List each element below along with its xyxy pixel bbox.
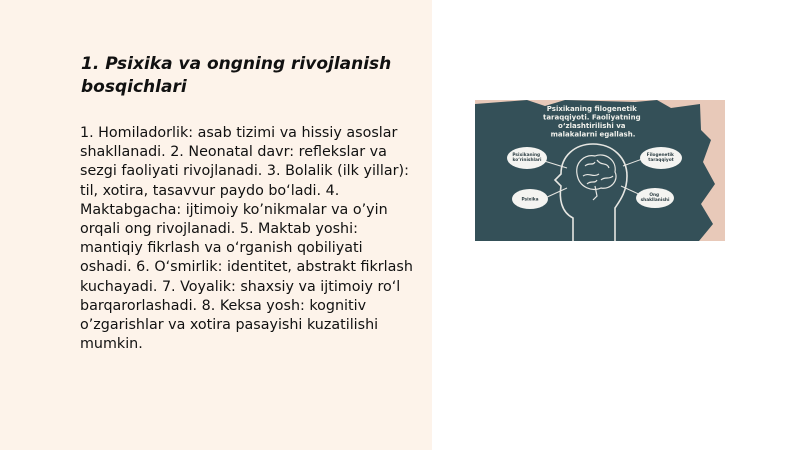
bubble-label: taraqqiyot	[648, 158, 674, 163]
bubble-right-top	[640, 147, 682, 169]
svg-text:Filogenetik taraqqiyot	[647, 152, 676, 163]
bubble-label: Filogenetik	[646, 153, 674, 158]
image-heading-line: o‘zlashtirilishi va	[558, 122, 626, 130]
brain-diagram-image	[475, 100, 725, 241]
slide-title: 1. Psixika va ongning rivojlanish bosqichlari	[81, 54, 392, 97]
bubble-left-bottom	[512, 189, 548, 209]
image-heading-line: taraqqiyoti. Faoliyatning	[542, 113, 641, 122]
image-heading-line: malakalarni egallash.	[550, 130, 636, 139]
bubble-label: shakllanishi	[640, 198, 670, 203]
bubble-label: Psixikaning	[512, 153, 541, 158]
bubble-label: Ong	[649, 193, 660, 198]
bubble-right-bottom	[636, 188, 674, 208]
bubble-left-top	[507, 147, 547, 169]
image-heading-line: Psixikaning filogenetik	[546, 105, 637, 113]
bubble-label: ko‘rinishlari	[512, 158, 542, 163]
bubble-label: Psixika	[521, 197, 539, 203]
slide-body-text: 1. Homiladorlik: asab tizimi va hissiy asoslar shakllanadi. 2. Neonatal davr: reflekslar va sezgi faoliyati rivojlanadi. 3. Bolalik (ilk yillar): til, xotira, tasavvur paydo bo‘ladi. 4. Maktabgacha: ijtimoiy ko’nikmalar va o’yin orqali ong rivojlanadi. 5. Maktab yoshi: mantiqiy fikrlash va o‘rganish qobiliyati oshadi. 6. O‘smirlik: identitet, abstrakt fikrlash kuchayadi. 7. Voyalik: shaxsiy va ijtimoiy ro‘l barqarorlashadi. 8. Keksa yosh: kognitiv o’zgarishlar va xotira pasayishi kuzatilishi mumkin.	[80, 125, 413, 353]
svg-text:Psixikaning ko‘rinishl	[512, 152, 542, 163]
